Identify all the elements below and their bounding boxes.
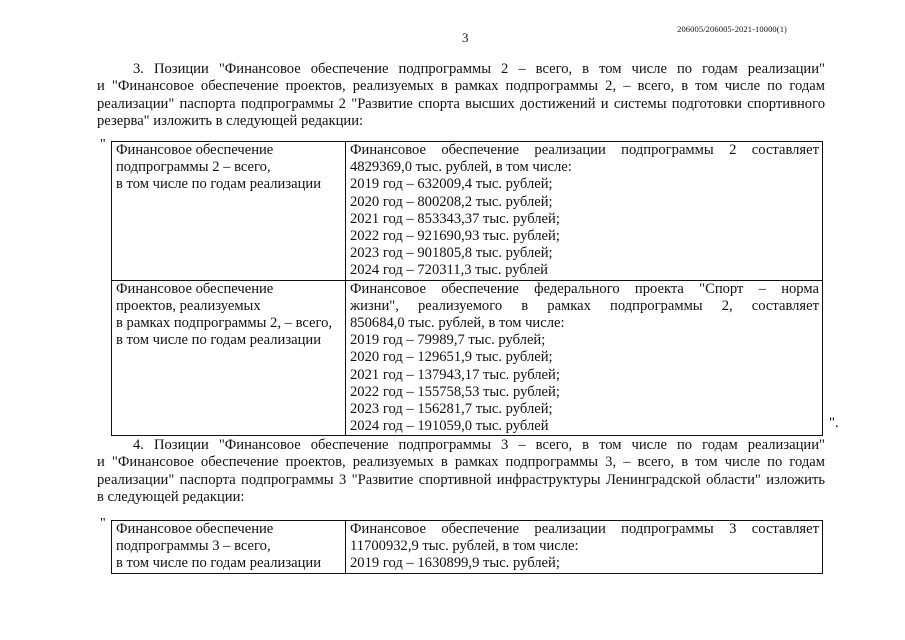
cell-line: жизни", реализуемого в рамках подпрограммы 2, составляет — [350, 297, 819, 314]
cell-line: в рамках подпрограммы 2, – всего, — [116, 315, 333, 332]
cell-line: 4829369,0 тыс. рублей, в том числе: — [350, 159, 572, 176]
section-3-line: реализации" паспорта подпрограммы 2 "Развитие спорта высших достижений и системы подготовки спортивного — [97, 95, 825, 112]
cell-line: 2024 год – 191059,0 тыс. рублей — [350, 418, 549, 435]
cell-line: Финансовое обеспечение реализации подпрограммы 3 составляет — [350, 521, 819, 537]
section-3-table — [111, 141, 823, 436]
cell-line: Финансовое обеспечение федерального проекта "Спорт – норма — [350, 280, 819, 297]
cell-line: Финансовое обеспечение — [116, 280, 274, 297]
table-cell-label — [112, 521, 346, 574]
section-3-line: резерва" изложить в следующей редакции: — [97, 112, 364, 129]
cell-line: 2022 год – 155758,53 тыс. рублей; — [350, 383, 560, 400]
cell-line: в том числе по годам реализации — [116, 555, 322, 572]
cell-line: 850684,0 тыс. рублей, в том числе: — [350, 315, 565, 332]
page-number: 3 — [462, 30, 469, 45]
cell-line: 2021 год – 853343,37 тыс. рублей; — [350, 210, 560, 227]
cell-line: Финансовое обеспечение реализации подпрограммы 2 составляет — [350, 142, 819, 158]
cell-line: 2023 год – 156281,7 тыс. рублей; — [350, 401, 553, 418]
table-row — [112, 280, 823, 436]
section-4-line: и "Финансовое обеспечение проектов, реализуемых в рамках подпрограммы 3, – всего, в том числе по годам — [97, 454, 825, 471]
cell-line: 2019 год – 1630899,9 тыс. рублей; — [350, 555, 560, 572]
table-cell-value — [346, 142, 823, 281]
cell-line: в том числе по годам реализации — [116, 332, 322, 349]
section-4-line: 4. Позиции "Финансовое обеспечение подпрограммы 3 – всего, в том числе по годам реализации" — [133, 437, 825, 453]
table-row — [112, 142, 823, 281]
document-id: 206005/206005-2021-10000(1) — [677, 24, 787, 34]
section-3-intro — [97, 61, 825, 130]
cell-line: 2020 год – 800208,2 тыс. рублей; — [350, 193, 553, 210]
table-cell-value — [346, 280, 823, 436]
table-cell-label — [112, 280, 346, 436]
cell-line: 2019 год – 632009,4 тыс. рублей; — [350, 176, 553, 193]
cell-line: 2019 год – 79989,7 тыс. рублей; — [350, 332, 546, 349]
cell-line: 2020 год – 129651,9 тыс. рублей; — [350, 349, 553, 366]
cell-line: Финансовое обеспечение — [116, 142, 274, 158]
table-cell-value — [346, 521, 823, 574]
open-quote: " — [100, 516, 106, 531]
cell-line: 2024 год – 720311,3 тыс. рублей — [350, 262, 548, 279]
close-quote: ". — [829, 415, 839, 431]
cell-line: подпрограммы 2 – всего, — [116, 159, 271, 176]
cell-line: 2021 год – 137943,17 тыс. рублей; — [350, 366, 560, 383]
cell-line: Финансовое обеспечение — [116, 521, 274, 537]
section-4-table — [111, 520, 823, 574]
section-4-line: реализации" паспорта подпрограммы 3 "Развитие спортивной инфраструктуры Ленинградской области" изложить — [97, 471, 825, 488]
section-4-intro — [97, 437, 825, 506]
open-quote: " — [100, 137, 106, 152]
section-3-line: 3. Позиции "Финансовое обеспечение подпрограммы 2 – всего, в том числе по годам реализации" — [133, 61, 825, 77]
section-4-line: в следующей редакции: — [97, 488, 245, 505]
cell-line: 2022 год – 921690,93 тыс. рублей; — [350, 228, 560, 245]
cell-line: подпрограммы 3 – всего, — [116, 538, 271, 555]
section-3-line: и "Финансовое обеспечение проектов, реализуемых в рамках подпрограммы 2, – всего, в том числе по годам — [97, 78, 825, 95]
cell-line: 2023 год – 901805,8 тыс. рублей; — [350, 245, 553, 262]
cell-line: проектов, реализуемых — [116, 297, 261, 314]
cell-line: в том числе по годам реализации — [116, 176, 322, 193]
table-cell-label — [112, 142, 346, 281]
cell-line: 11700932,9 тыс. рублей, в том числе: — [350, 538, 579, 555]
table-row — [112, 521, 823, 574]
